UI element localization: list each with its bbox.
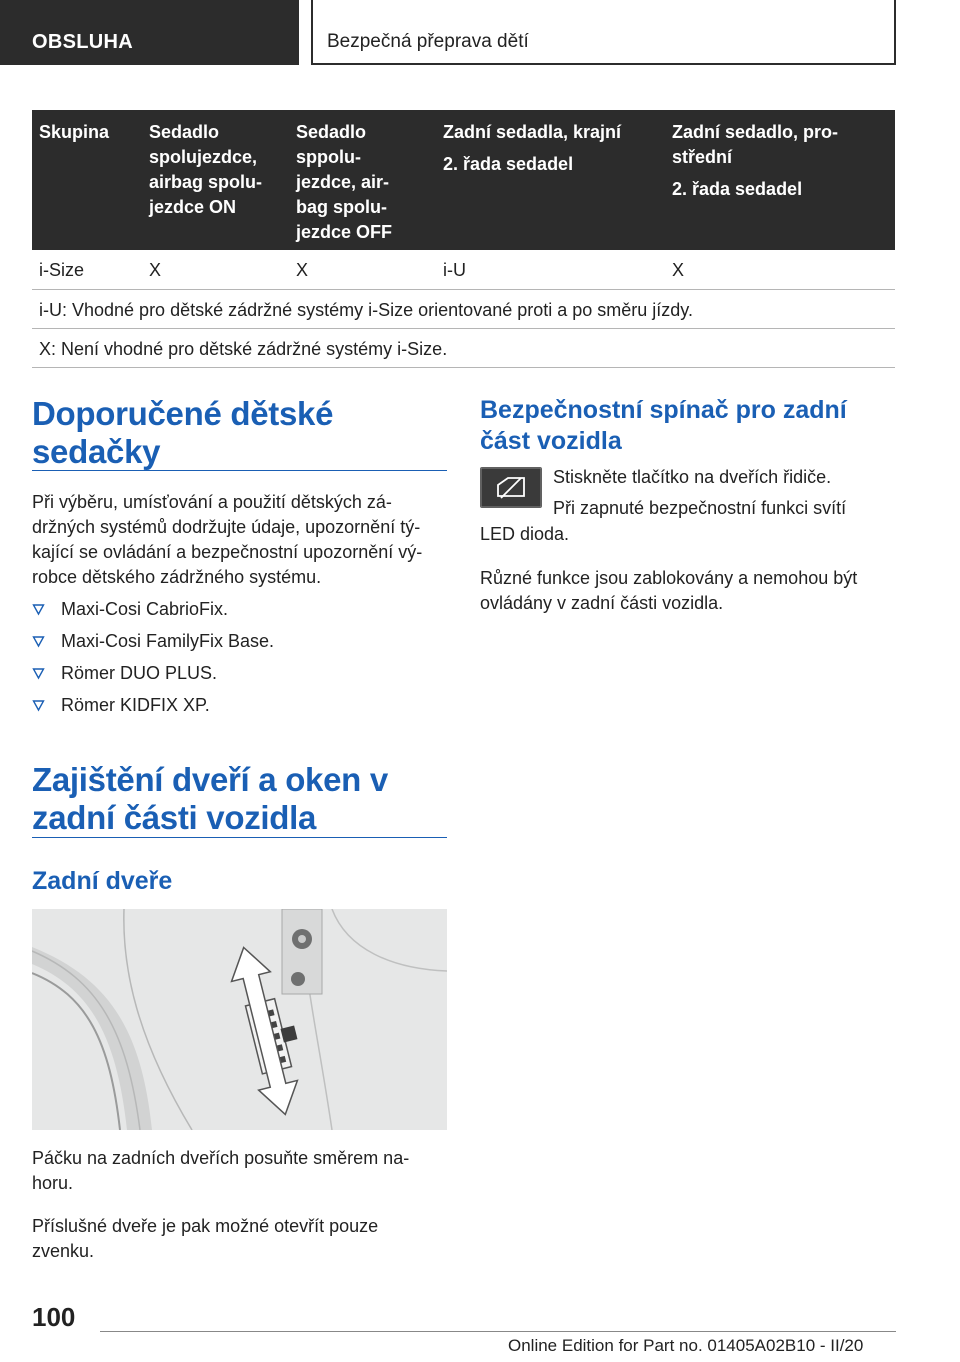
isize-table xyxy=(32,110,895,368)
triangle-bullet-icon xyxy=(32,603,45,616)
table-header xyxy=(32,110,895,250)
table-row xyxy=(32,250,895,290)
table-cell: i-Size xyxy=(39,260,85,280)
table-header-cell: Sedadlo spolujezdce, airbag spolu- jezdce ON xyxy=(149,122,263,217)
table-header-cell: Sedadlo sppolu- jezdce, air- bag spolu- jezdce OFF xyxy=(296,122,393,242)
switch-led-text-cont: LED dioda. xyxy=(480,524,570,544)
footer-rule xyxy=(100,1331,896,1332)
table-header-cell: Zadní sedadla, krajní 2. řada sedadel xyxy=(443,122,622,174)
page-number: 100 xyxy=(32,1302,76,1332)
triangle-bullet-icon xyxy=(32,667,45,680)
heading-rear-doors: Zadní dveře xyxy=(32,867,173,895)
table-header-cell: Zadní sedadlo, pro- střední 2. řada sedadel xyxy=(672,122,839,199)
header-chapter-tab xyxy=(311,0,896,65)
switch-instruction: Stiskněte tlačítko na dveřích řidiče. xyxy=(553,467,832,487)
caption-paragraph: Příslušné dveře je pak možné otevřít pouze zvenku. xyxy=(32,1216,379,1261)
list-item: Römer DUO PLUS. xyxy=(32,663,274,695)
header-section-tab xyxy=(0,0,299,65)
table-header-cell: Skupina xyxy=(39,122,110,142)
table-cell: X xyxy=(672,260,685,280)
triangle-bullet-icon xyxy=(32,699,45,712)
heading-rule xyxy=(32,837,447,838)
switch-functions-paragraph: Různé funkce jsou zablokovány a nemohou být ovládány v zadní části vozidla. xyxy=(480,568,858,613)
heading-door-window-lock: Zajištění dveří a oken v zadní části vozidla xyxy=(32,761,388,836)
table-note: X: Není vhodné pro dětské zádržné systémy i-Size. xyxy=(32,329,895,368)
window-lock-button-icon xyxy=(480,467,542,508)
seats-paragraph: Při výběru, umísťování a použití dětských zá- držných systémů dodržujte údaje, upozornění tý- kající se ovládání a bezpečnostní upozornění vý- robce dětského zádržného systému. xyxy=(32,492,423,587)
seat-list xyxy=(32,599,274,727)
list-item: Maxi-Cosi FamilyFix Base. xyxy=(32,631,274,663)
table-cell: X xyxy=(296,260,309,280)
footer-edition: Online Edition for Part no. 01405A02B10 - II/20 xyxy=(508,1336,864,1355)
triangle-bullet-icon xyxy=(32,635,45,648)
list-item: Maxi-Cosi CabrioFix. xyxy=(32,599,274,631)
header-section-label: OBSLUHA xyxy=(32,31,133,53)
switch-led-text: Při zapnuté bezpečnostní funkci svítí xyxy=(553,498,847,518)
header-chapter-label: Bezpečná přeprava dětí xyxy=(327,31,529,52)
caption-paragraph: Páčku na zadních dveřích posuňte směrem na- horu. xyxy=(32,1148,410,1193)
table-note: i-U: Vhodné pro dětské zádržné systémy i-Size orientované proti a po směru jízdy. xyxy=(32,290,895,329)
heading-rule xyxy=(32,470,447,471)
heading-safety-switch: Bezpečnostní spínač pro zadní část vozidla xyxy=(480,396,847,455)
rear-door-child-lock-illustration xyxy=(32,909,447,1130)
list-item: Römer KIDFIX XP. xyxy=(32,695,274,727)
table-cell: X xyxy=(149,260,162,280)
heading-recommended-seats: Doporučené dětské sedačky xyxy=(32,395,334,470)
table-cell: i-U xyxy=(443,260,466,280)
